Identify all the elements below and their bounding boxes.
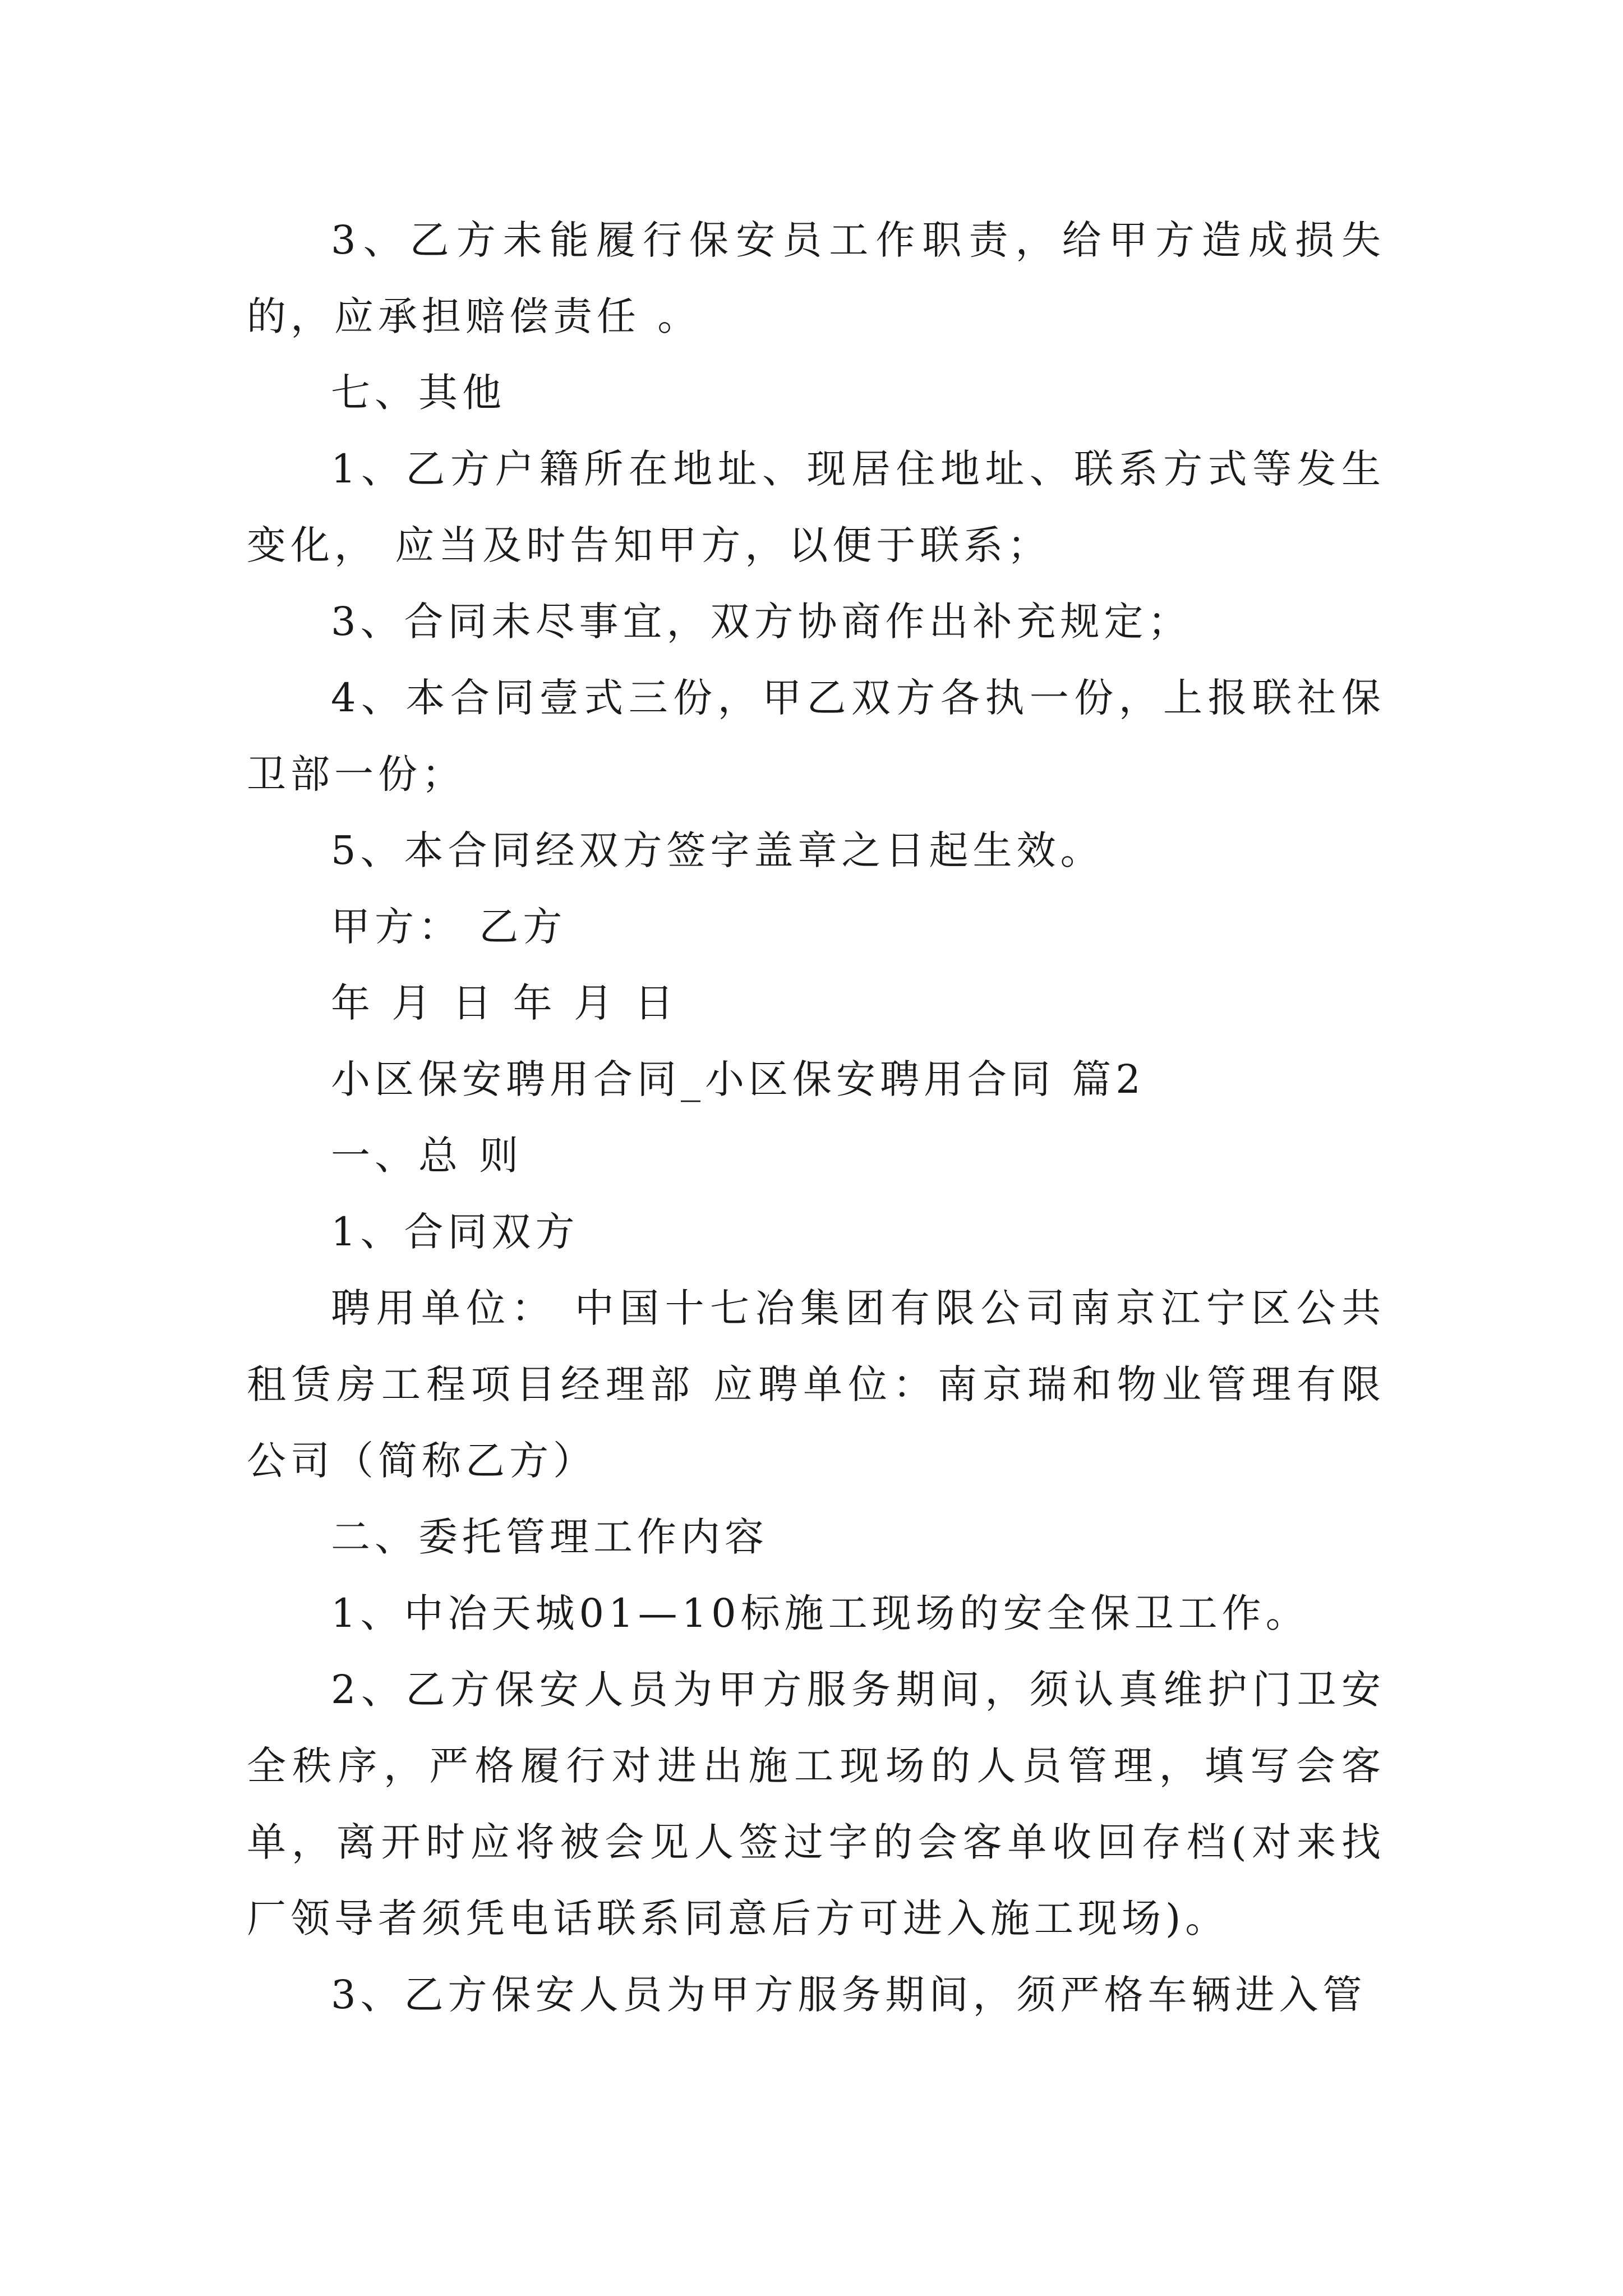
signature-parties: 甲方： 乙方 — [331, 904, 567, 950]
section-heading-work-content: 二、委托管理工作内容 — [331, 1514, 768, 1560]
document-body — [247, 202, 1385, 2033]
paragraph-address-change: 1、乙方户籍所在地址、现居住地址、联系方式等发生变化， 应当及时告知甲方，以便于联系； — [247, 446, 1385, 568]
signature-dates: 年 月 日 年 月 日 — [331, 980, 679, 1026]
paragraph-site-security: 1、中冶天城01—10标施工现场的安全保卫工作。 — [331, 1590, 1310, 1636]
paragraph-employer-info: 聘用单位： 中国十七冶集团有限公司南京江宁区公共租赁房工程项目经理部 应聘单位：南京瑞和物业管理有限公司（简称乙方） — [247, 1285, 1385, 1484]
paragraph-gate-duties: 2、乙方保安人员为甲方服务期间，须认真维护门卫安全秩序，严格履行对进出施工现场的人员管理，填写会客单，离开时应将被会见人签过字的会客单收回存档(对来找厂领导者须凭电话联系同意后方可进入施工现场)。 — [247, 1667, 1385, 1941]
paragraph-copies: 4、本合同壹式三份，甲乙双方各执一份，上报联社保卫部一份； — [247, 675, 1385, 797]
contract-title-part-2: 小区保安聘用合同_小区保安聘用合同 篇2 — [331, 1056, 1145, 1102]
paragraph-vehicle-management: 3、乙方保安人员为甲方服务期间，须严格车辆进入管 — [331, 1972, 1367, 2018]
paragraph-supplementary-rules: 3、合同未尽事宜，双方协商作出补充规定； — [331, 599, 1192, 645]
section-heading-general: 一、总 则 — [331, 1133, 523, 1179]
subheading-parties: 1、合同双方 — [331, 1209, 579, 1255]
paragraph-compensation-liability: 3、乙方未能履行保安员工作职责，给甲方造成损失的，应承担赔偿责任 。 — [247, 217, 1385, 339]
section-heading-other: 七、其他 — [331, 370, 506, 416]
paragraph-effective-date: 5、本合同经双方签字盖章之日起生效。 — [331, 827, 1104, 873]
